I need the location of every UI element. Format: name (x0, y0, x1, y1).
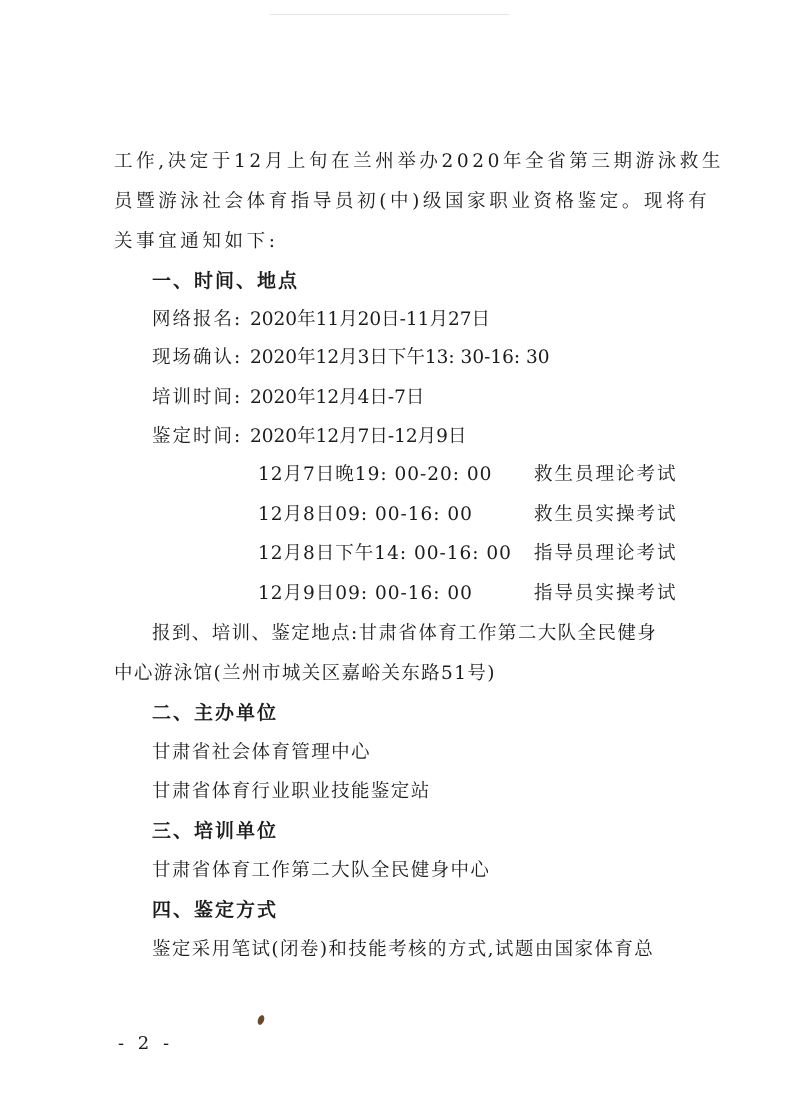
intro-line-1: 工作,决定于12月上旬在兰州举办2020年全省第三期游泳救生 (114, 151, 725, 172)
section-heading-organizer: 二、主办单位 (152, 702, 279, 724)
info-label: 现场确认: (152, 347, 243, 368)
section-heading-time-place: 一、时间、地点 (152, 270, 300, 292)
section-heading-assessment-method: 四、鉴定方式 (152, 899, 279, 921)
info-row-assessment-time (152, 428, 466, 447)
info-label: 鉴定时间: (152, 426, 243, 447)
info-row-onsite-confirmation (152, 349, 550, 368)
info-value: 2020年12月4日-7日 (250, 387, 425, 408)
info-value: 2020年11月20日-11月27日 (250, 309, 490, 330)
schedule-time: 12月7日晚19: 00-20: 00 (258, 464, 493, 485)
section-heading-training-unit: 三、培训单位 (152, 820, 279, 842)
info-value: 2020年12月3日下午13: 30-16: 30 (250, 347, 550, 368)
schedule-time: 12月8日下午14: 00-16: 00 (258, 543, 512, 564)
schedule-exam: 指导员理论考试 (534, 543, 678, 564)
location-line-1: 报到、培训、鉴定地点:甘肃省体育工作第二大队全民健身 (152, 623, 658, 644)
location-line-2: 中心游泳馆(兰州市城关区嘉峪关东路51号) (114, 663, 496, 684)
info-row-training-time (152, 389, 424, 408)
intro-line-2: 员暨游泳社会体育指导员初(中)级国家职业资格鉴定。现将有 (114, 191, 711, 212)
info-label: 网络报名: (152, 309, 243, 330)
schedule-time: 12月9日09: 00-16: 00 (258, 583, 473, 604)
page-number: - 2 - (118, 1033, 174, 1054)
info-label: 培训时间: (152, 387, 243, 408)
organizer-line: 甘肃省体育行业职业技能鉴定站 (152, 781, 431, 802)
assessment-method-line: 鉴定采用笔试(闭卷)和技能考核的方式,试题由国家体育总 (152, 939, 655, 960)
intro-line-3: 关事宜通知如下: (114, 231, 279, 252)
organizer-line: 甘肃省社会体育管理中心 (152, 742, 371, 763)
scan-artifact (270, 14, 510, 15)
schedule-exam: 救生员理论考试 (534, 464, 678, 485)
ink-stain (256, 1014, 265, 1025)
schedule-exam: 救生员实操考试 (534, 504, 678, 525)
schedule-time: 12月8日09: 00-16: 00 (258, 504, 473, 525)
training-unit-line: 甘肃省体育工作第二大队全民健身中心 (152, 860, 491, 881)
info-value: 2020年12月7日-12月9日 (250, 426, 467, 447)
schedule-exam: 指导员实操考试 (534, 583, 678, 604)
info-row-online-registration (152, 311, 490, 330)
